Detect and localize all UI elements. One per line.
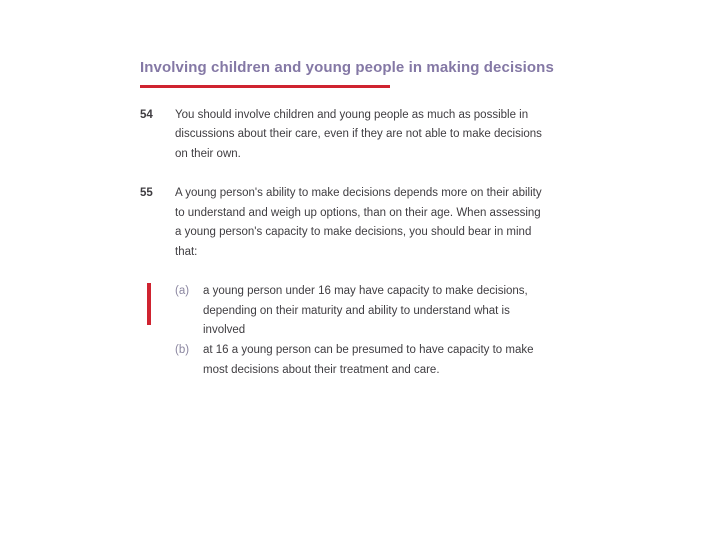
list-item-label: (a) [175, 285, 190, 298]
list-item-label: (b) [175, 343, 190, 356]
paragraph-number: 55 [140, 187, 153, 200]
paragraph-text: A young person's ability to make decisions depends more on their ability to understand and weigh up options, than on their age. When assessing a young person's capacity to make decisions, you should bear in mind that: [175, 187, 542, 258]
change-bar [147, 283, 151, 325]
section-heading: Involving children and young people in making decisions [140, 59, 554, 76]
paragraph-text: You should involve children and young people as much as possible in discussions about their care, even if they are not able to make decisions on their own. [175, 108, 542, 160]
list-item-text: at 16 a young person can be presumed to have capacity to make most decisions about their treatment and care. [203, 343, 534, 376]
list-item-text: a young person under 16 may have capacity to make decisions, depending on their maturity and ability to understand what is involved [203, 285, 528, 337]
list-item-b [175, 341, 550, 380]
paragraph-54 [140, 106, 560, 165]
paragraph-55 [140, 184, 560, 262]
paragraph-number: 54 [140, 108, 153, 121]
list-item-a [175, 282, 550, 341]
sub-item-list [175, 282, 550, 380]
document-content [140, 58, 560, 380]
heading-underline-rule [140, 85, 390, 88]
